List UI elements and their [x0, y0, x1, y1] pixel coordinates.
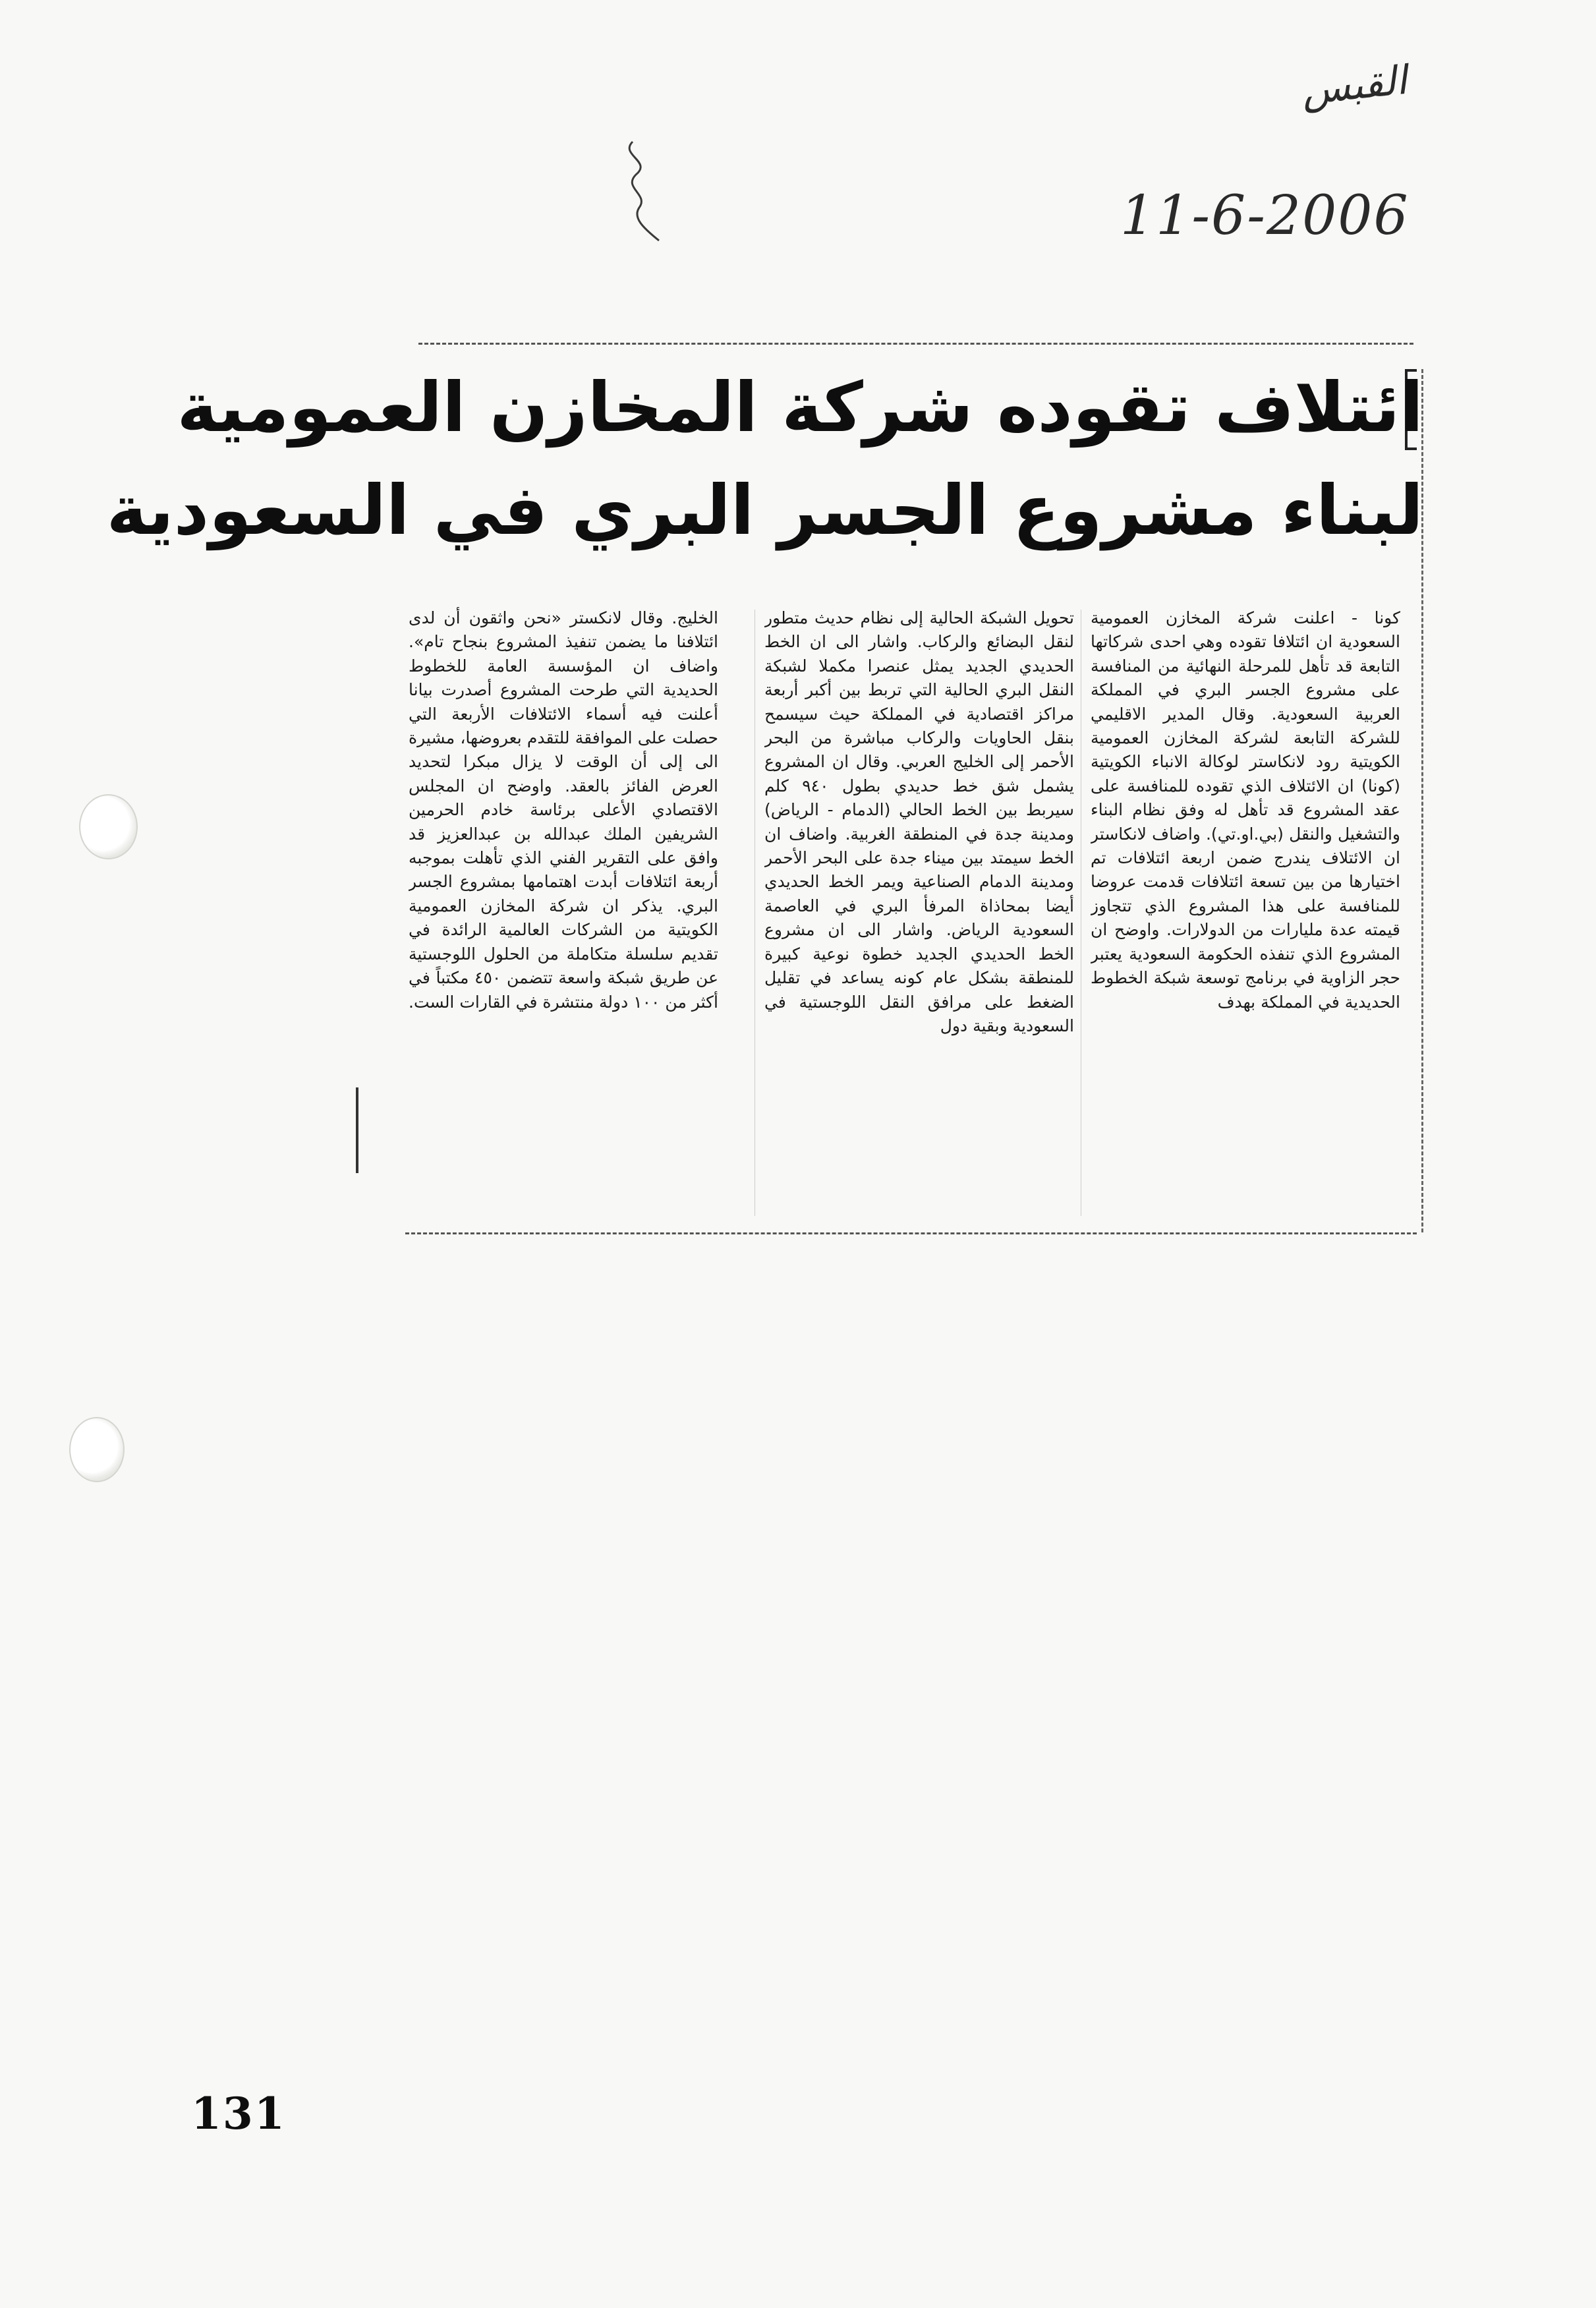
column-3-text: الخليج. وقال لانكستر «نحن واثقون أن لدى ائتلافنا ما يضمن تنفيذ المشروع بنجاح تام». واضاف ان المؤسسة العامة للخطوط الحديدية التي طرحت المشروع أصدرت بيانا أعلنت فيه أسماء الائتلافات الأربعة التي حصلت على الموافقة للتقدم بعروضها، مشيرة الى إلى أن الوقت لا يزال مبكرا لتحديد العرض الفائز بالعقد. واوضح ان المجلس الاقتصادي الأعلى برئاسة خادم الحرمين الشريفين الملك عبدالله بن عبدالعزيز قد وافق على التقرير الفني الذي تأهلت بموجبه أربعة ائتلافات أبدت اهتمامها بمشروع الجسر البري. يذكر ان شركة المخازن العمومية الكويتية من الشركات العالمية الرائدة في تقديم سلسلة متكاملة من الحلول اللوجستية عن طريق شبكة واسعة تتضمن ٤٥٠ مكتباً في أكثر من ١٠٠ دولة منتشرة في القارات الست. [409, 608, 718, 1012]
clipping-bottom-rule [405, 1232, 1417, 1234]
punch-hole-icon [69, 1417, 125, 1482]
handwritten-mark-icon [613, 135, 672, 247]
punch-hole-icon [79, 794, 138, 859]
newspaper-clipping [106, 343, 1423, 1259]
clipping-top-rule [418, 343, 1413, 345]
article-column-2 [764, 606, 1074, 1223]
handwritten-source-note: القبس [1299, 57, 1410, 115]
page-number: 131 [191, 2088, 286, 2139]
column-1-text: كونا - اعلنت شركة المخازن العمومية السعودية ان ائتلافا تقوده وهي احدى شركاتها التابعة قد تأهل للمرحلة النهائية من المنافسة على مشروع الجسر البري في المملكة العربية السعودية. وقال المدير الاقليمي للشركة التابعة لشركة المخازن العمومية الكويتية رود لانكاستر لوكالة الانباء الكويتية (كونا) ان الائتلاف الذي تقوده للمنافسة على عقد المشروع قد تأهل له وفق نظام البناء والتشغيل والنقل (بي.او.تي). واضاف لانكاستر ان الائتلاف يندرج ضمن اربعة ائتلافات تم اختيارها من بين تسعة ائتلافات قدمت عروضا للمنافسة على هذا المشروع الذي تتجاوز قيمته عدة مليارات من الدولارات. واوضح ان المشروع الذي تنفذه الحكومة السعودية يعتبر حجر الزاوية في برنامج توسعة شبكة الخطوط الحديدية في المملكة بهدف [1091, 608, 1400, 1012]
handwritten-date: 11-6-2006 [1120, 185, 1410, 247]
article-column-1 [1091, 606, 1400, 1223]
article-column-3 [409, 606, 718, 1223]
margin-bar [356, 1087, 358, 1173]
headline-line-2: لبناء مشروع الجسر البري في السعودية [106, 470, 1423, 550]
column-2-text: تحويل الشبكة الحالية إلى نظام حديث متطور لنقل البضائع والركاب. واشار الى ان الخط الحديدي الجديد يمثل عنصرا مكملا لشبكة النقل البري الحالية التي تربط بين أكبر أربعة مراكز اقتصادية في المملكة حيث سيسمح بنقل الحاويات والركاب مباشرة من البحر الأحمر إلى الخليج العربي. وقال ان المشروع يشمل شق خط حديدي بطول ٩٤٠ كلم سيربط بين الخط الحالي (الدمام - الرياض) ومدينة جدة في المنطقة الغربية. واضاف ان الخط سيمتد بين ميناء جدة على البحر الأحمر ومدينة الدمام الصناعية ويمر الخط الحديدي أيضا بمحاذاة المرفأ البري في العاصمة السعودية الرياض. واشار الى ان مشروع الخط الحديدي الجديد خطوة نوعية كبيرة للمنطقة بشكل عام كونه يساعد في تقليل الضغط على مرافق النقل اللوجستية في السعودية وبقية دول [764, 608, 1074, 1035]
headline-line-1: ائتلاف تقوده شركة المخازن العمومية [177, 367, 1423, 447]
article-headline [106, 356, 1423, 562]
